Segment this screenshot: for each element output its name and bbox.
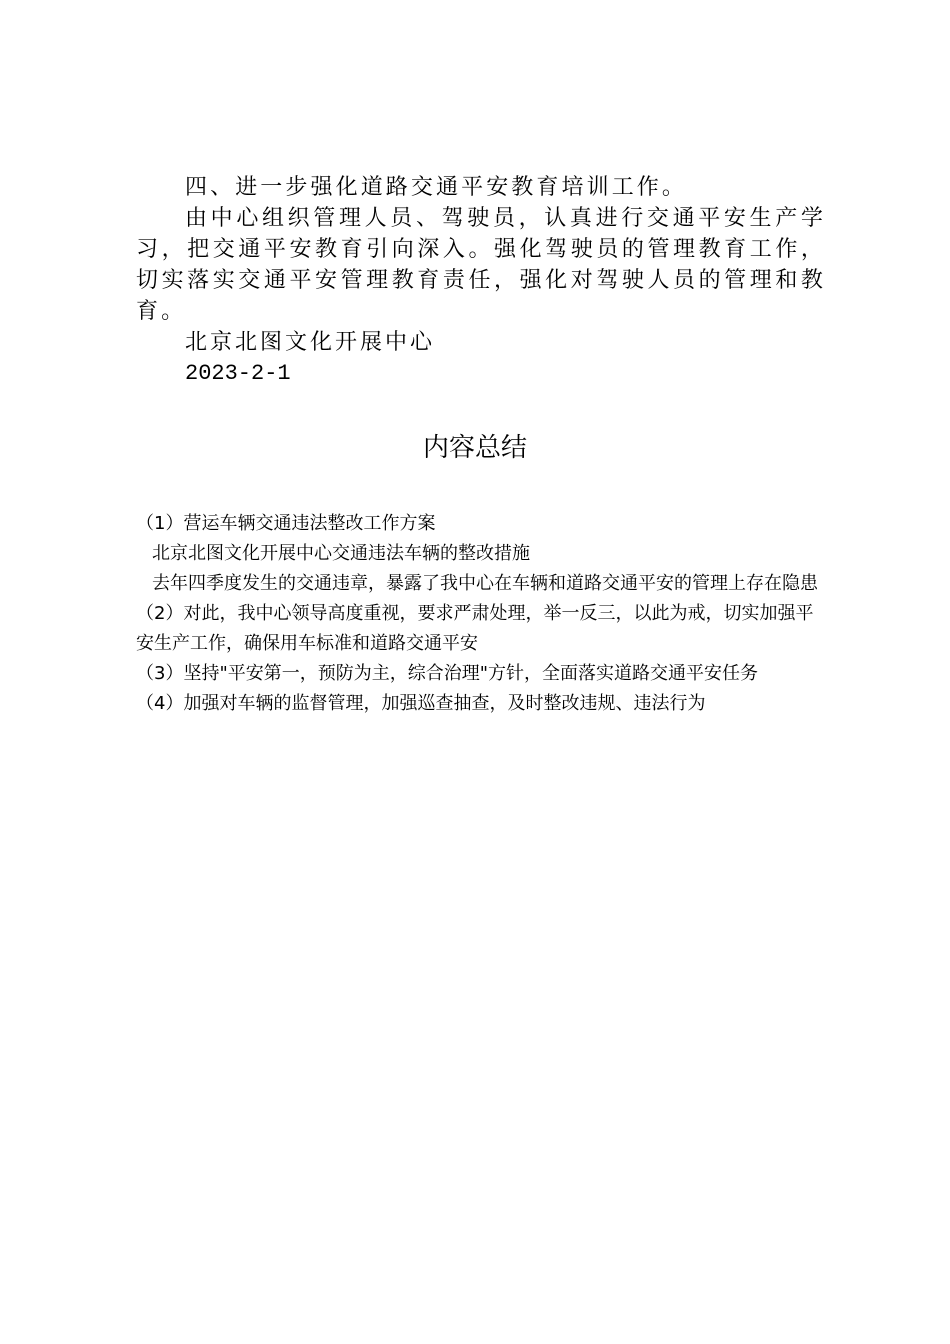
signature-date: 2023-2-1 xyxy=(185,361,291,386)
summary-item: 去年四季度发生的交通违章，暴露了我中心在车辆和道路交通平安的管理上存在隐患 xyxy=(152,573,818,594)
summary-item: （1）营运车辆交通违法整改工作方案 xyxy=(136,513,436,534)
summary-item: （4）加强对车辆的监督管理，加强巡查抽查，及时整改违规、违法行为 xyxy=(136,693,706,714)
signature-organization: 北京北图文化开展中心 xyxy=(185,330,436,355)
summary-item: （2）对此，我中心领导高度重视，要求严肃处理，举一反三，以此为戒，切实加强平安生产工作，确保用车标准和道路交通平安 xyxy=(136,603,814,654)
summary-item: （3）坚持"平安第一，预防为主，综合治理"方针，全面落实道路交通平安任务 xyxy=(136,663,759,684)
body-paragraph: 由中心组织管理人员、驾驶员，认真进行交通平安生产学习，把交通平安教育引向深入。强化驾驶员的管理教育工作，切实落实交通平安管理教育责任，强化对驾驶人员的管理和教育。 xyxy=(136,206,826,324)
section-heading: 四、进一步强化道路交通平安教育培训工作。 xyxy=(185,175,688,200)
summary-section xyxy=(136,509,830,719)
summary-title: 内容总结 xyxy=(422,433,527,463)
summary-item: 北京北图文化开展中心交通违法车辆的整改措施 xyxy=(152,543,530,564)
document-body xyxy=(136,172,826,389)
